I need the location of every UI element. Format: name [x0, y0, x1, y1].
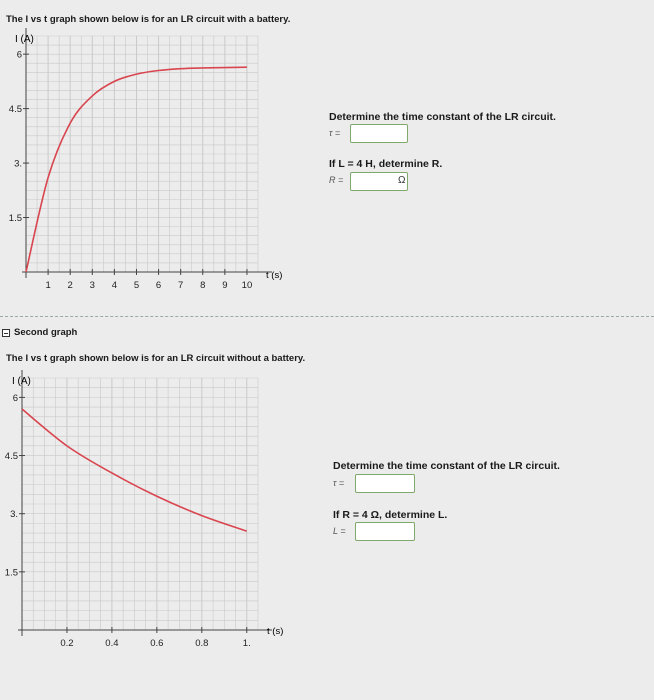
c1-x-tick-label: 3 [89, 280, 95, 291]
chart2-x-title: t (s) [267, 626, 284, 637]
question1-label: τ = [329, 128, 341, 138]
question3-label: τ = [333, 478, 345, 488]
c1-x-tick-label: 9 [222, 280, 228, 291]
question4-label: L = [333, 526, 346, 536]
c2-y-tick-label: 3. [10, 509, 18, 521]
chart1-y-title: I (A) [15, 34, 34, 45]
inductance-input[interactable] [355, 522, 415, 541]
chart-2 [0, 366, 300, 656]
c1-y-tick-label: 3. [14, 158, 22, 170]
c2-x-tick-label: 0.2 [60, 638, 74, 649]
question2-title: If L = 4 H, determine R. [329, 158, 443, 170]
c1-x-tick-label: 4 [111, 280, 118, 291]
time-constant-input-1[interactable] [350, 124, 408, 143]
c1-x-tick-label: 2 [67, 280, 73, 291]
c1-x-tick-label: 5 [133, 280, 140, 291]
c1-x-tick-label: 10 [241, 280, 253, 291]
question4-title: If R = 4 Ω, determine L. [333, 509, 448, 521]
chart2-y-title: I (A) [12, 376, 31, 387]
section-toggle-second-graph[interactable] [2, 327, 77, 338]
c1-x-tick-label: 8 [200, 280, 206, 291]
c1-y-tick-label: 6 [16, 49, 22, 61]
question2-label: R = [329, 175, 344, 185]
chart1-x-title: t (s) [266, 270, 283, 281]
c2-x-tick-label: 1. [242, 638, 251, 649]
graph2-prompt: The I vs t graph shown below is for an LR circuit without a battery. [6, 353, 306, 364]
question3-title: Determine the time constant of the LR circuit. [333, 460, 560, 472]
c2-y-tick-label: 1.5 [4, 567, 18, 579]
c2-x-tick-label: 0.6 [150, 638, 164, 649]
c2-y-tick-label: 6 [12, 392, 18, 404]
c1-x-tick-label: 7 [178, 280, 184, 291]
section-toggle-label: Second graph [14, 327, 78, 338]
c1-x-tick-label: 1 [45, 280, 51, 291]
time-constant-input-2[interactable] [355, 474, 415, 493]
ohm-unit: Ω [398, 175, 406, 186]
c2-x-tick-label: 0.4 [105, 638, 119, 649]
c1-x-tick-label: 6 [155, 280, 162, 291]
collapse-icon[interactable] [2, 329, 10, 337]
chart-1 [0, 26, 300, 306]
c1-y-tick-label: 4.5 [8, 104, 22, 116]
graph1-prompt: The I vs t graph shown below is for an LR circuit with a battery. [6, 14, 291, 25]
c2-x-tick-label: 0.8 [195, 638, 209, 649]
c1-y-tick-label: 1.5 [8, 213, 22, 225]
section-divider [0, 316, 654, 317]
question1-title: Determine the time constant of the LR circuit. [329, 111, 556, 123]
c2-y-tick-label: 4.5 [4, 451, 18, 463]
